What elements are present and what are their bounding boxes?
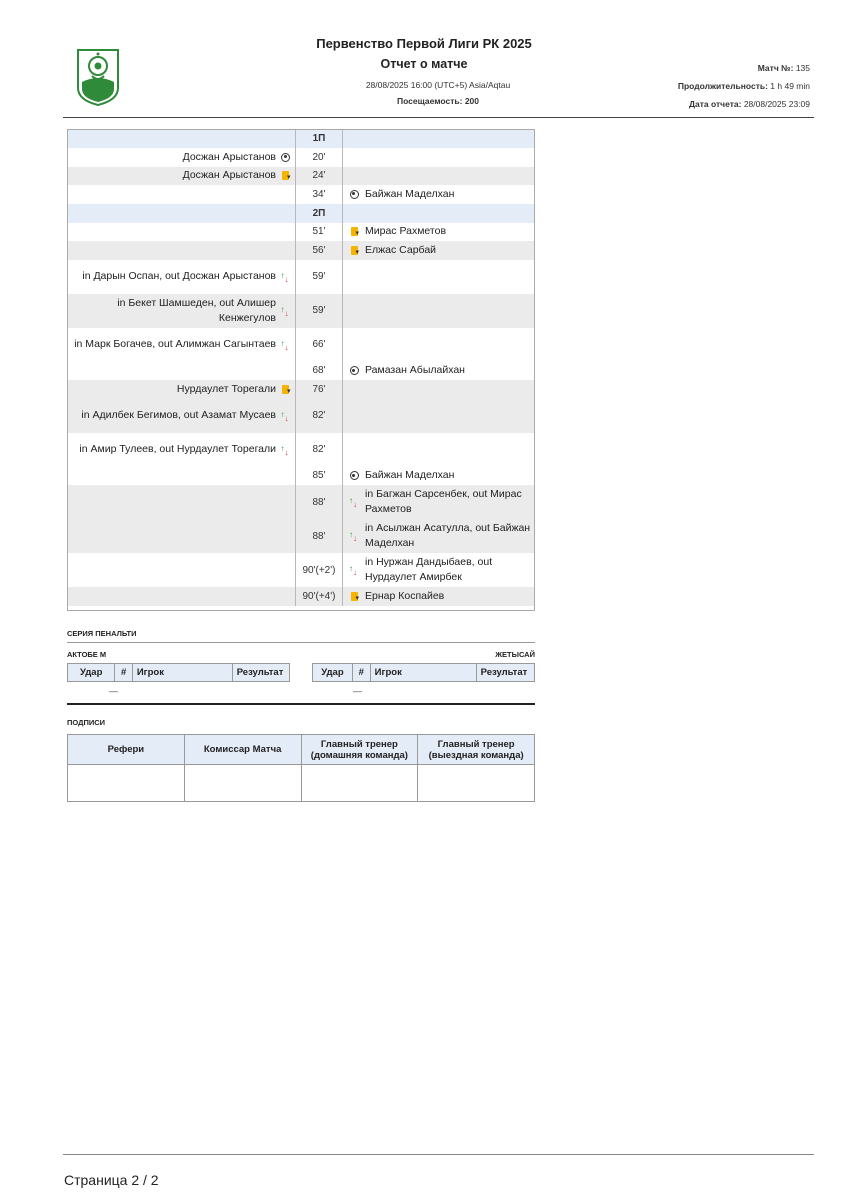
home-event-text: in Дарын Оспан, out Досжан Арыстанов: [82, 270, 276, 282]
home-team-name: АКТОБЕ М: [67, 650, 107, 659]
col-player: Игрок: [132, 664, 232, 682]
event-minute: 85': [296, 467, 343, 486]
col-shot: Удар: [68, 664, 115, 682]
signatures-header: [68, 735, 535, 765]
match-duration: [678, 81, 810, 91]
event-row: [67, 223, 535, 242]
sub-in-arrow-icon: ↑: [280, 338, 285, 348]
period-label: 2П: [296, 204, 343, 223]
event-row: [67, 485, 535, 519]
home-penalty-table: [67, 663, 290, 682]
sub-in-arrow-icon: ↑: [280, 270, 285, 280]
event-row: [67, 148, 535, 167]
sub-in-arrow-icon: ↑: [280, 304, 285, 314]
substitution-icon: [349, 564, 359, 578]
sig-home-coach-line1: Главный тренер: [320, 738, 398, 750]
event-row: [67, 380, 535, 399]
report-subtitle: Отчет о матче: [380, 57, 468, 71]
event-minute: 82': [296, 399, 343, 433]
period-label: 1П: [296, 129, 343, 148]
event-minute: 56': [296, 241, 343, 260]
penalty-divider: [67, 642, 535, 643]
page-number: Страница 2 / 2: [64, 1172, 159, 1188]
away-event-text: Байжан Маделхан: [365, 469, 455, 482]
sig-away-coach-line1: Главный тренер: [437, 738, 515, 750]
away-event-text: Елжас Сарбай: [365, 243, 437, 256]
event-minute: 51': [296, 223, 343, 242]
event-minute: 68': [296, 362, 343, 381]
substitution-icon: [281, 272, 291, 282]
col-result: Результат: [476, 664, 534, 682]
home-event-text: in Бекет Шамшеден, out Алишер Кенжегулов: [117, 296, 276, 324]
event-minute: 82': [296, 433, 343, 467]
sub-in-arrow-icon: ↑: [349, 496, 353, 506]
away-event-text: Мирас Рахметов: [365, 225, 447, 238]
sub-in-arrow-icon: ↑: [349, 530, 353, 540]
event-row: [67, 167, 535, 186]
substitution-icon: [349, 496, 359, 510]
col-result: Результат: [232, 664, 289, 682]
event-row: [67, 241, 535, 260]
sub-out-arrow-icon: ↓: [284, 447, 289, 457]
sig-home-coach-box: [301, 765, 418, 802]
footer-divider: [63, 1154, 814, 1155]
sig-home-coach: [301, 735, 418, 765]
sig-home-coach-line2: (домашняя команда): [310, 749, 408, 761]
match-number-value: 135: [795, 63, 810, 73]
event-row: [67, 328, 535, 362]
home-event-text: Досжан Арыстанов: [182, 169, 276, 182]
signatures-table: [67, 734, 535, 802]
yellow-card-icon: [351, 227, 358, 236]
attendance-label: Посещаемость:: [396, 96, 463, 106]
sub-out-arrow-icon: ↓: [353, 500, 357, 510]
sig-referee: [68, 735, 185, 765]
match-number: [758, 63, 810, 73]
event-row: [67, 433, 535, 467]
report-title: Первенство Первой Лиги РК 2025: [316, 36, 532, 51]
substitution-icon: [281, 411, 291, 421]
event-minute: 76': [296, 380, 343, 399]
home-event-text: Досжан Арыстанов: [182, 150, 276, 163]
event-row: [67, 260, 535, 294]
goal-icon: [350, 366, 359, 375]
away-event-text: Рамазан Абылайхан: [365, 364, 465, 377]
event-row: [67, 362, 535, 381]
home-event-text: in Адилбек Бегимов, out Азамат Мусаев: [81, 409, 276, 421]
report-date-value: 28/08/2025 23:09: [743, 99, 810, 109]
event-minute: 90'(+2'): [296, 553, 343, 587]
away-event-text: Байжан Маделхан: [365, 187, 455, 200]
home-event-text: in Марк Богачев, out Алимжан Сагынтаев: [74, 338, 276, 350]
event-minute: 20': [296, 148, 343, 167]
home-penalty-empty: —: [109, 686, 118, 696]
sig-commissioner-box: [184, 765, 301, 802]
event-row: [67, 553, 535, 587]
goal-icon: [350, 190, 359, 199]
sig-commissioner-label: Комиссар Матча: [203, 744, 282, 755]
event-minute: 34': [296, 185, 343, 204]
event-row: [67, 185, 535, 204]
duration-label: Продолжительность:: [677, 81, 768, 91]
sig-away-coach: [418, 735, 535, 765]
sig-commissioner: [184, 735, 301, 765]
sub-in-arrow-icon: ↑: [349, 564, 353, 574]
goal-icon: [350, 471, 359, 480]
event-minute: 24': [296, 167, 343, 186]
col-number: #: [352, 664, 370, 682]
sub-out-arrow-icon: ↓: [284, 308, 289, 318]
yellow-card-icon: [351, 246, 358, 255]
period-header-2: [67, 204, 535, 223]
sub-in-arrow-icon: ↑: [280, 443, 285, 453]
sig-away-coach-line2: (выездная команда): [428, 749, 524, 761]
sub-out-arrow-icon: ↓: [353, 534, 357, 544]
yellow-card-icon: [351, 592, 358, 601]
col-number: #: [115, 664, 133, 682]
match-number-label: Матч №:: [757, 63, 794, 73]
duration-value: 1 h 49 min: [770, 81, 810, 91]
sig-referee-box: [68, 765, 185, 802]
event-minute: 59': [296, 260, 343, 294]
penalty-section-title: СЕРИЯ ПЕНАЛЬТИ: [67, 629, 137, 638]
substitution-icon: [349, 530, 359, 544]
header-divider: [63, 117, 814, 118]
event-minute: 88': [296, 485, 343, 519]
sig-away-coach-box: [418, 765, 535, 802]
home-penalty-header: [68, 664, 290, 682]
yellow-card-icon: [282, 385, 289, 394]
period-header-1: [67, 129, 535, 148]
away-team-name: ЖЕТЫСАЙ: [495, 650, 535, 659]
sub-out-arrow-icon: ↓: [284, 342, 289, 352]
event-row: [67, 399, 535, 433]
event-row: [67, 294, 535, 328]
away-penalty-header: [313, 664, 535, 682]
report-date: [689, 99, 810, 109]
away-penalty-table: [312, 663, 535, 682]
penalty-bottom-rule: [67, 703, 535, 705]
event-row: [67, 519, 535, 553]
goal-icon: [281, 153, 290, 162]
col-player: Игрок: [370, 664, 476, 682]
sig-referee-label: Рефери: [107, 744, 145, 755]
signatures-title: ПОДПИСИ: [67, 718, 106, 727]
substitution-icon: [281, 445, 291, 455]
home-event-text: in Амир Тулеев, out Нурдаулет Торегали: [79, 443, 276, 455]
away-event-text: in Нуржан Дандыбаев, out Нурдаулет Амирбек: [365, 556, 493, 583]
match-events-table: [67, 129, 535, 606]
event-minute: 59': [296, 294, 343, 328]
event-row: [67, 587, 535, 606]
home-event-text: Нурдаулет Торегали: [176, 382, 276, 395]
away-event-text: in Асылжан Асатулла, out Байжан Маделхан: [365, 522, 531, 549]
signatures-blank-row: [68, 765, 535, 802]
away-penalty-empty: —: [353, 686, 362, 696]
col-shot: Удар: [313, 664, 353, 682]
away-event-text: Ернар Коспайев: [365, 589, 445, 602]
substitution-icon: [281, 340, 291, 350]
event-minute: 90'(+4'): [296, 587, 343, 606]
attendance-value: 200: [464, 96, 480, 106]
sub-in-arrow-icon: ↑: [280, 409, 285, 419]
sub-out-arrow-icon: ↓: [284, 274, 289, 284]
event-row: [67, 467, 535, 486]
sub-out-arrow-icon: ↓: [353, 568, 357, 578]
event-minute: 88': [296, 519, 343, 553]
match-datetime: 28/08/2025 16:00 (UTC+5) Asia/Aqtau: [365, 80, 511, 90]
sub-out-arrow-icon: ↓: [284, 413, 289, 423]
substitution-icon: [281, 306, 291, 316]
report-date-label: Дата отчета:: [688, 99, 742, 109]
away-event-text: in Багжан Сарсенбек, out Мирас Рахметов: [365, 488, 522, 515]
yellow-card-icon: [282, 171, 289, 180]
event-minute: 66': [296, 328, 343, 362]
